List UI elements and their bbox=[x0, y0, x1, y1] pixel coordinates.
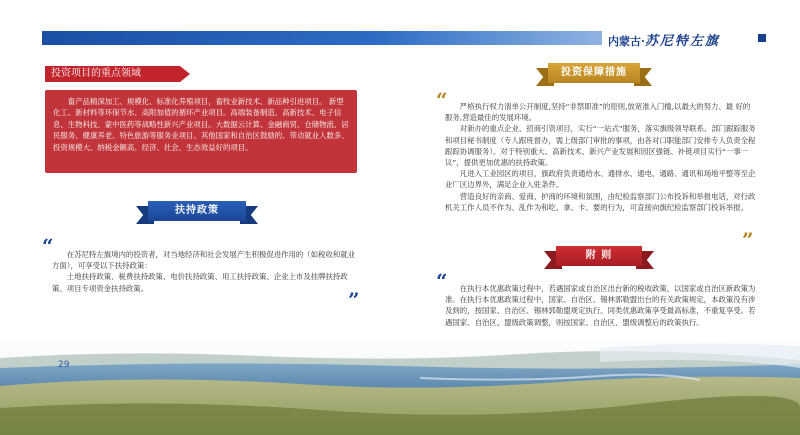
brand-prefix: 内蒙古· bbox=[608, 35, 645, 48]
policy-ribbon bbox=[148, 201, 246, 221]
grassland-lake-image bbox=[0, 338, 800, 435]
guarantee-paragraph-2: 对新办的重点企业、招商引资项目，实行“一站式”服务，落实旗级领导联系、部门跟踪服务和项目秘书制度（专人跟班督办，需上级部门审批的事项，由各对口职能部门安排专人负责全程跟踪协调服务）。对于特别重大、高新技术、新兴产业发展和园区强链、补链项目实行“一事一议”，提供更加优惠的扶持政策。 bbox=[445, 124, 756, 168]
policy-paragraph-1: 在苏尼特左旗境内的投资者，对当地经济和社会发展产生积极促进作用的（如税收和就业方面），可享受以下扶持政策： bbox=[52, 250, 356, 271]
appendix-text: 在执行本优惠政策过程中，若遇国家或自治区出台新的税收政策，以国家或自治区新政策为准。在执行本优惠政策过程中，国家、自治区、锡林郭勒盟出台的有关政策规定，本政策没有涉及到的，按国家、自治区、锡林郭勒盟规定执行。同类优惠政策享受最高标准，不重复享受。若遇国家、自治区、盟级政策调整，则按国家、自治区、盟级调整后的政策执行。 bbox=[445, 284, 756, 327]
focus-text: 畜产品精深加工、规模化、标准化养殖项目，畜牧业新技术、新品种引进项目。 新型化工、新材料等环保节水、高附加值的循环产业项目。高端装备制造、高新技术、电子信息、生物科技、蒙中医药等战略性新兴产业项目。大数据云计算、金融商贸、仓储物流、居民服务、健康养老、特色旅游等服务业项目。其他国家和自治区鼓励的、带动就业人数多、投资规模大、纳税金额高、经济、社会、生态效益好的项目。 bbox=[53, 97, 349, 152]
policy-title: 扶持政策 bbox=[148, 201, 246, 221]
brand-script: 苏尼特左旗 bbox=[644, 34, 720, 49]
guarantee-paragraph-3: 凡进入工业园区的项目，旗政府负责通给水、通排水、通电、通路、通讯和场地平整等至企业厂区边界外，满足企业入驻条件。 bbox=[445, 169, 756, 190]
guarantee-title: 投资保障措施 bbox=[548, 63, 640, 83]
open-quote-icon: “ bbox=[436, 88, 448, 112]
policy-paragraph-2: 土地扶持政策、税费扶持政策、电价扶持政策、用工扶持政策、企业上市及挂牌扶持政策、项目专项资金扶持政策。 bbox=[52, 272, 348, 293]
guarantee-ribbon bbox=[548, 63, 640, 83]
appendix-text-block bbox=[445, 283, 757, 328]
guarantee-paragraph-4: 营造良好的亲商、爱商、护商的环境和氛围，由纪检监察部门公布投诉和举报电话，对行政机关工作人员不作为、乱作为和吃、拿、卡、要的行为，可直接向旗纪检监察部门投诉举报。 bbox=[445, 191, 756, 212]
appendix-title: 附 则 bbox=[556, 246, 642, 266]
policy-text bbox=[52, 249, 360, 294]
focus-box bbox=[45, 90, 357, 173]
guarantee-text bbox=[445, 101, 757, 213]
header-bar bbox=[42, 31, 602, 45]
brand-logo bbox=[608, 30, 720, 49]
close-quote-icon: ” bbox=[742, 228, 754, 252]
guarantee-paragraph-1: 严格执行权力清单公开制度,坚持“非禁即准”的原则,放宽准入门槛,以最大的努力、最 好的服务,营造最佳的发展环境。 bbox=[445, 102, 751, 123]
open-quote-icon: “ bbox=[42, 234, 54, 258]
brand-square-icon bbox=[758, 34, 766, 42]
page-number-left: 29 bbox=[58, 360, 70, 370]
appendix-ribbon bbox=[556, 246, 642, 266]
open-quote-icon: “ bbox=[436, 269, 448, 293]
focus-title: 投资项目的重点领域 bbox=[45, 66, 180, 82]
close-quote-icon: ” bbox=[348, 288, 360, 312]
